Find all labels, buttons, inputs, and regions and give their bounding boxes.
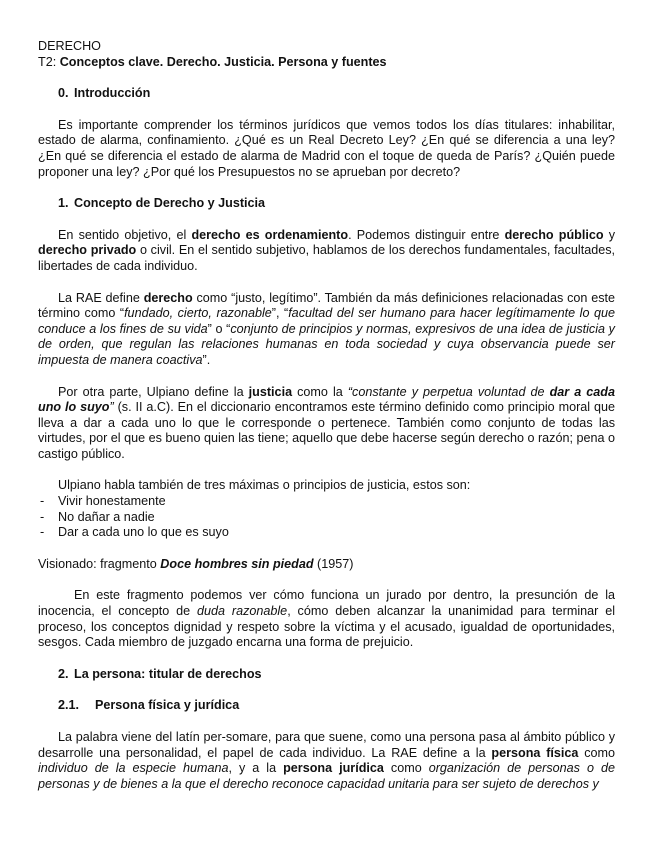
bold-run: derecho privado xyxy=(38,243,137,258)
italic-run: fundado, cierto, razonable xyxy=(124,306,272,321)
list-item: - No dañar a nadie xyxy=(38,510,615,526)
derecho-paragraph xyxy=(38,228,615,275)
section-2-1-number: 2.1. xyxy=(58,698,80,713)
text-run: (1957) xyxy=(313,556,354,571)
text-run: , y a la xyxy=(228,761,284,776)
text-run: La RAE define xyxy=(58,290,144,305)
justicia-paragraph xyxy=(38,385,615,463)
text-run: como la xyxy=(292,384,348,399)
text-run: (s. II a.C). En el diccionario encontramos este término definido como principio moral que lleva a dar a cada uno lo que le corresponde o pertenece. También como conjunto de todas las virtudes, por el que es bueno quien las tiene; aquello que debe hacerse según derecho o razón; pena o castigo público. xyxy=(38,400,615,461)
bold-run: derecho xyxy=(143,290,193,305)
document-page xyxy=(38,39,615,792)
text-run: y xyxy=(603,227,616,242)
text-run: La palabra viene del latín per-somare, para que suene, como una persona pasa al ámbito público y desarrolle una personalidad, el papel de cada individuo. La RAE define a la xyxy=(38,730,615,760)
section-1-number: 1. xyxy=(58,196,69,211)
intro-paragraph: Es importante comprender los términos jurídicos que vemos todos los días titulares: inhabilitar, estado de alarma, confinamiento. ¿Qué es un Real Decreto Ley? ¿En qué se diferencia a una ley? ¿En qué se diferencia el estado de alarma de Madrid con el toque de queda de París? ¿Quién puede proponer una ley? ¿Por qué los Presupuestos no se aprueban por decreto? xyxy=(38,117,615,179)
section-2-title: La persona: titular de derechos xyxy=(74,666,262,681)
topic-title: Conceptos clave. Derecho. Justicia. Persona y fuentes xyxy=(59,54,387,69)
text-run: . Podemos distinguir entre xyxy=(348,227,505,242)
bold-run: persona física xyxy=(491,745,579,760)
section-0-title: Introducción xyxy=(74,86,151,101)
subject: DERECHO xyxy=(38,39,101,53)
text-run: En sentido objetivo, el xyxy=(58,227,192,242)
rae-paragraph xyxy=(38,291,615,369)
maxims-intro: Ulpiano habla también de tres máximas o principios de justicia, estos son: xyxy=(58,478,471,493)
topic-line xyxy=(38,55,615,71)
text-run: Visionado: fragmento xyxy=(38,556,161,571)
italic-run: facultad del ser humano para hacer legítimamente lo que conduce a los fines de su vida xyxy=(38,306,615,336)
list-item: - Dar a cada uno lo que es suyo xyxy=(38,525,615,541)
bold-italic-run: dar a cada uno lo suyo xyxy=(38,384,615,415)
section-0-heading xyxy=(58,86,615,102)
italic-run: organización de personas o de personas y de bienes a la que el derecho reconoce capacidad unitaria para ser sujeto de derechos y xyxy=(38,761,615,791)
text-run: como “justo, legítimo”. También da más definiciones relacionadas con este término como “ xyxy=(38,290,615,321)
topic-prefix: T2: xyxy=(38,54,57,69)
italic-run: ” xyxy=(109,400,114,415)
text-run: ”. xyxy=(202,352,211,367)
text-run: ” o “ xyxy=(207,321,231,336)
text-run: En este fragmento podemos ver cómo funciona un jurado por dentro, la presunción de la inocencia, el concepto de xyxy=(38,588,615,619)
bold-run: justicia xyxy=(248,384,293,399)
bold-run: derecho es ordenamiento xyxy=(191,227,349,242)
italic-run: duda razonable xyxy=(197,604,288,619)
text-run: Por otra parte, Ulpiano define la xyxy=(58,384,249,399)
italic-run: conjunto de principios y normas, expresivos de una idea de justicia y de orden, que regulan las relaciones humanas en toda sociedad y cuya observancia puede ser impuesta de manera coactiva xyxy=(38,321,615,367)
text-run: ”, “ xyxy=(271,306,289,321)
list-item: - Vivir honestamente xyxy=(38,494,615,510)
text-run: o civil. En el sentido subjetivo, hablamos de los derechos fundamentales, facultades, libertades de cada individuo. xyxy=(38,243,616,273)
visionado-line xyxy=(38,557,615,573)
bold-run: persona jurídica xyxy=(283,761,384,776)
text-run: como xyxy=(383,761,429,776)
section-2-number: 2. xyxy=(58,666,69,681)
section-0-number: 0. xyxy=(58,86,69,101)
subject-line xyxy=(38,39,615,55)
persona-paragraph xyxy=(38,730,615,792)
maxims-list xyxy=(38,494,615,541)
film-title: Doce hombres sin piedad xyxy=(160,556,314,571)
text-run: como xyxy=(578,745,615,760)
section-1-heading xyxy=(58,196,615,212)
section-2-1-title: Persona física y jurídica xyxy=(95,698,240,713)
italic-run: “constante y perpetua voluntad de xyxy=(347,384,550,399)
section-2-heading xyxy=(58,667,615,683)
fragment-paragraph xyxy=(38,588,615,650)
italic-run: individuo de la especie humana xyxy=(38,761,229,776)
text-run: , cómo deben alcanzar la unanimidad para terminar el proceso, los conceptos dignidad y respeto sobre la víctima y el acusado, igualdad de oportunidades, sesgos. Cada miembro de juzgado encarna una forma de prejuicio. xyxy=(38,604,615,650)
bold-run: derecho público xyxy=(504,227,604,242)
section-1-title: Concepto de Derecho y Justicia xyxy=(74,196,266,211)
section-2-1-heading xyxy=(58,698,615,714)
